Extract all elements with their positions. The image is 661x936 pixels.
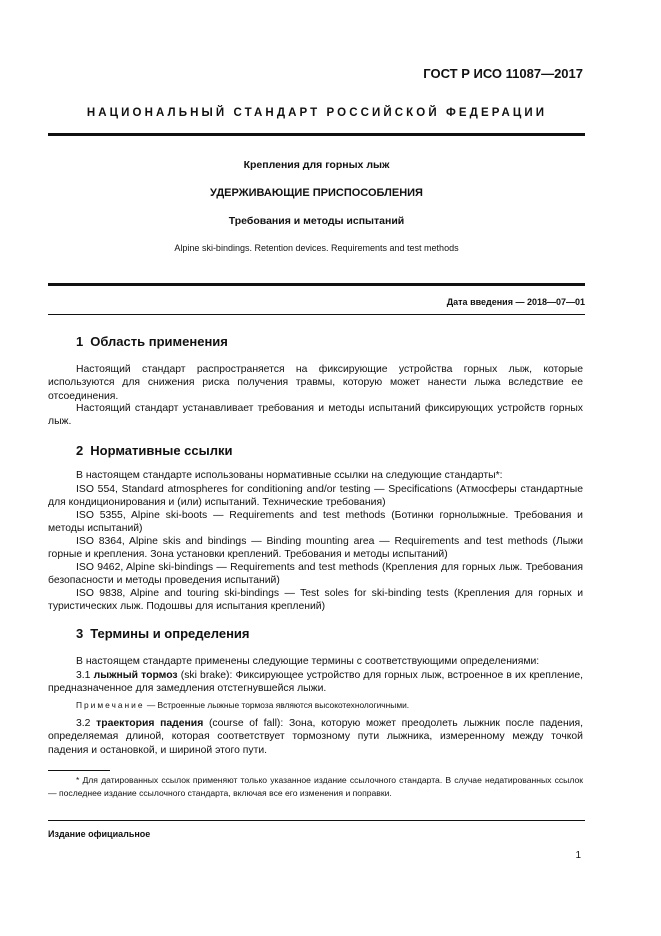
section-1-heading	[76, 334, 228, 349]
date-rule	[48, 314, 585, 315]
term-english: (ski brake):	[180, 670, 233, 681]
official-edition-label: Издание официальное	[48, 829, 151, 839]
reference-item: ISO 9838, Alpine and touring ski-bindings — Test soles for ski-binding tests (Крепления для горных и туристических лыж. Подошвы для испытания креплений)	[48, 588, 583, 613]
title-sub: Требования и методы испытаний	[228, 215, 405, 227]
header-rule	[48, 133, 585, 136]
document-code: ГОСТ Р ИСО 11087—2017	[423, 66, 583, 81]
reference-item: ISO 8364, Alpine skis and bindings — Binding mounting area — Requirements and test methods (Лыжи горные и крепления. Зона установки креплений. Требования и методы испытаний)	[48, 536, 583, 561]
title-subject: Крепления для горных лыж	[243, 159, 390, 171]
title-bottom-rule	[48, 283, 585, 286]
reference-item: ISO 554, Standard atmospheres for conditioning and/or testing — Specifications (Атмосферы стандартные для кондиционирования и (или) испытаний. Технические требования)	[48, 484, 583, 509]
page-number: 1	[575, 850, 581, 861]
section-title: Нормативные ссылки	[90, 443, 233, 458]
section-3-intro: В настоящем стандарте применены следующие термины с соответствующими определениями:	[76, 656, 540, 667]
title-main: УДЕРЖИВАЮЩИЕ ПРИСПОСОБЛЕНИЯ	[210, 187, 423, 199]
term-3-1	[48, 669, 583, 696]
section-title: Область применения	[90, 334, 228, 349]
section-number: 1	[76, 334, 84, 349]
term-definition: Фиксирующее устройство для горных лыж, встроенное в их крепление, предназначенное для замедления отстегнувшейся лыжи.	[48, 670, 583, 695]
footer-rule	[48, 820, 585, 821]
national-standard-heading: НАЦИОНАЛЬНЫЙ СТАНДАРТ РОССИЙСКОЙ ФЕДЕРАЦИИ	[86, 107, 548, 119]
section-number: 3	[76, 626, 84, 641]
section-2-intro: В настоящем стандарте использованы нормативные ссылки на следующие стандарты*:	[76, 470, 503, 481]
term-number: 3.1	[76, 670, 91, 681]
section-number: 2	[76, 443, 84, 458]
introduction-date: Дата введения — 2018—07—01	[446, 297, 585, 307]
section-2-heading	[76, 443, 232, 458]
term-number: 3.2	[76, 718, 91, 729]
term-english: (course of fall):	[208, 718, 284, 729]
section-1-paragraph-1: Настоящий стандарт распространяется на фиксирующие устройства горных лыж, которые используются для снижения риска получения травмы, которую может нанести лыжа вследствие ее отсоединения.	[48, 364, 583, 402]
footnote-rule	[48, 770, 110, 771]
term-3-2	[48, 717, 583, 757]
reference-item: ISO 5355, Alpine ski-boots — Requirements and test methods (Ботинки горнолыжные. Требования и методы испытаний)	[48, 510, 583, 535]
term-name: траектория падения	[96, 718, 204, 729]
section-title: Термины и определения	[90, 626, 250, 641]
term-definition: Зона, которую может преодолеть лыжник после падения, определяемая длиной, которая соответствует тормозному пути лыжника, измеренному между точкой падения и остановкой, и шириной этого пути.	[48, 718, 584, 756]
note	[76, 700, 409, 710]
note-text: — Встроенные лыжные тормоза являются высокотехнологичными.	[146, 700, 410, 710]
footnote: * Для датированных ссылок применяют только указанное издание ссылочного стандарта. В случае недатированных ссылок — последнее издание ссылочного стандарта, включая все его изменения и поправки.	[48, 775, 583, 798]
note-label: Примечание	[76, 700, 145, 710]
reference-item: ISO 9462, Alpine ski-bindings — Requirements and test methods (Крепления для горных лыж. Требования безопасности и методы проведения испытаний)	[48, 562, 583, 587]
term-name: лыжный тормоз	[93, 670, 178, 681]
section-3-heading	[76, 626, 250, 641]
title-english: Alpine ski-bindings. Retention devices. Requirements and test methods	[174, 243, 459, 253]
section-1-paragraph-2: Настоящий стандарт устанавливает требования и методы испытаний фиксирующих устройств горных лыж.	[48, 403, 583, 428]
